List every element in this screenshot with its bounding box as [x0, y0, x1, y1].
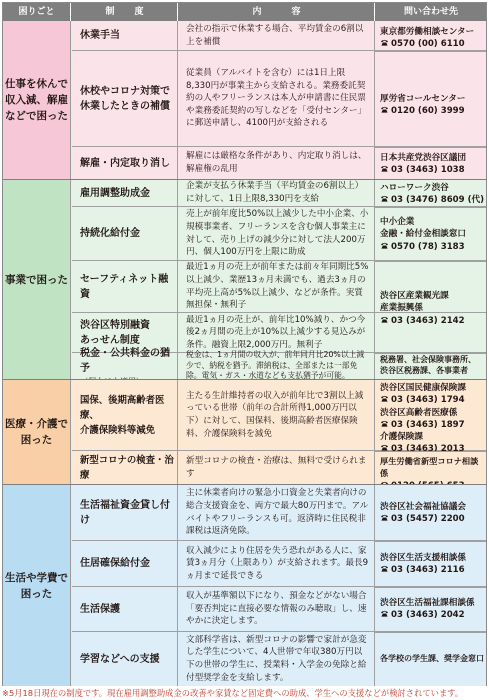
- category-label: 事業で困った: [5, 273, 68, 286]
- system-description: 新型コロナの検査・治療は、無料で受けられます: [179, 451, 375, 484]
- system-name: 渋谷区特別融資 あっせん制度: [72, 313, 178, 352]
- contact-entry: [376, 93, 486, 118]
- contact-entry: [376, 597, 486, 622]
- phone-icon: [380, 39, 389, 46]
- phone-icon: [380, 106, 389, 113]
- system-description: 会社の指示で休業する場合、平均賃金の6割以上を補償: [179, 21, 375, 50]
- system-name: 生活福祉資金貸し付け: [72, 485, 178, 540]
- contact-tel: 0120 (60) 3999: [380, 105, 486, 117]
- system-name: 休校やコロナ対策で 休業したときの補償: [72, 51, 178, 146]
- contact-org: 渋谷区高齢者医療係: [380, 408, 458, 418]
- phone-icon: [380, 420, 389, 427]
- system-name: 学習などへの支援: [72, 632, 178, 686]
- contact-tel: 03 (3463) 1794: [380, 394, 486, 406]
- system-description: 収入減少により住居を失う恐れがある人に、家賃3ヵ月分（上限あり）が支給されます。最長9ヵ月まで延長できる: [179, 541, 375, 586]
- system-description: 企業が支払う休業手当（平均賃金の6割以上）に対して、1日上限8,330円を支給: [179, 180, 375, 206]
- contact-org: ハローワーク渋谷: [380, 183, 449, 193]
- system-description: 売上が前年度比50%以上減少した中小企業、小規模事業者、フリーランスを含む個人事業主に対して、売り上げの減少分に対して法人200万円、個人100万円を上限に助成: [179, 207, 375, 260]
- phone-icon: [380, 165, 389, 172]
- category-cell: [3, 21, 71, 179]
- contact-org: 渋谷区産業観光課 産業振興係: [380, 291, 449, 314]
- system-name: 新型コロナの検査・治療: [72, 451, 178, 484]
- contact-tel: 03 (3463) 2142: [380, 315, 486, 327]
- divider: [375, 261, 486, 262]
- contact-org: 税務署、社会保険事務所、 渋谷区税務課、各事業者: [380, 355, 476, 376]
- phone-icon: [380, 242, 389, 249]
- system-name: 雇用調整助成金: [72, 180, 178, 206]
- phone-icon: [380, 610, 389, 617]
- contact-org: 各学校の学生課、奨学金窓口: [380, 654, 484, 663]
- contact-org: 東京都労働相談センター: [380, 27, 475, 37]
- contact-org: 日本共産党渋谷区議団: [380, 153, 466, 163]
- system-description: 文部科学省は、新型コロナの影響で家計が急変した学生について、4人世帯で年収380万円以下の世帯の学生に、授業料・入学金の免除と給付型奨学金を支給します。: [179, 632, 375, 686]
- table-header: [3, 3, 486, 21]
- contact-org: 厚生労働省新型コロナ相談係: [380, 456, 479, 479]
- contact-org: 渋谷区生活福祉課相談係: [380, 598, 475, 608]
- contact-entry: [376, 152, 486, 177]
- contact-entry: [376, 216, 486, 253]
- contact-tel: 03 (3463) 1897: [380, 419, 486, 431]
- contact-org: 渋谷区社会福祉協議会: [380, 502, 466, 512]
- contact-org: 厚労省コールセンター: [380, 94, 466, 104]
- system-name: 解雇・内定取り消し: [72, 147, 178, 179]
- category-cell: [3, 180, 71, 379]
- system-description: 収入が基準額以下になり、預金などがない場合「要否判定に直接必要な情報のみ聴取」し、速やかに決定します。: [179, 587, 375, 631]
- contact-entry: [376, 382, 486, 407]
- system-name: 税金・公共料金の猶予: [72, 353, 178, 379]
- contact-tel: 0570 (78) 3183: [380, 241, 486, 253]
- system-name: 住居確保給付金: [72, 541, 178, 586]
- group-job-loss: [3, 21, 486, 179]
- system-description: 最近1ヵ月の売上が前年または前々年同期比5%以上減少、業歴13ヵ月未満でも、過去3ヵ月の平均売上高が5%以上減少、などが条件。実質無担保・無利子: [179, 261, 375, 312]
- divider: [375, 147, 486, 148]
- system-name: セーフティネット融資: [72, 261, 178, 312]
- system-name: 休業手当: [72, 21, 178, 50]
- system-name: 国保、後期高齢者医療、 介護保険料等減免: [72, 380, 178, 450]
- category-label: 生活や学費で 困った: [5, 571, 68, 600]
- contact-entry: [376, 501, 486, 526]
- phone-icon: [380, 195, 389, 202]
- divider: [375, 207, 486, 208]
- system-name: 持続化給付金: [72, 207, 178, 260]
- system-name: 生活保護: [72, 587, 178, 631]
- contact-org: 渋谷区生活支援相談係: [380, 553, 466, 563]
- system-description: 解雇には厳格な条件があり、内定取り消しは、解雇権の乱用: [179, 147, 375, 179]
- contact-entry: [376, 290, 486, 327]
- contact-tel: 03 (3463) 2116: [380, 564, 486, 576]
- category-label: 医療・介護で 困った: [5, 418, 68, 446]
- footnote: ※5月18日現在の制度です。現在雇用調整助成金の改善や家賃など固定費への助成、学生への支援などが検討されています。: [2, 688, 464, 698]
- contact-tel: 03 (3463) 1038: [380, 164, 486, 176]
- category-label: 仕事を休んで 収入減、解雇 などで困った: [5, 78, 68, 122]
- contact-tel: 03 (5457) 2200: [380, 513, 486, 525]
- contact-entry: [376, 407, 486, 432]
- contact-entry: [376, 431, 486, 456]
- phone-icon: [380, 565, 389, 572]
- group-medical: [3, 380, 486, 484]
- system-description: 主に休業者向けの緊急小口資金と失業者向けの総合支援資金を、両方で最大80万円まで。アルバイトやフリーランスも可。返済時に住民税非課税は返済免除。: [179, 485, 375, 540]
- contact-org: 渋谷区国民健康保険課: [380, 383, 466, 393]
- contact-entry: [376, 354, 486, 377]
- system-description: 主たる生計維持者の収入が前年比で3割以上減っている世帯（前年の合計所得1,000万円以下）に対して、国保料、後期高齢者医療保険料、介護保険料を減免: [179, 380, 375, 450]
- header-description: 内容: [179, 3, 375, 21]
- phone-icon: [380, 316, 389, 323]
- phone-icon: [380, 395, 389, 402]
- divider: [375, 541, 486, 542]
- contact-entry: [376, 26, 486, 51]
- header-contact: 問い合わせ先: [403, 7, 458, 17]
- system-description: 税金は、1ヵ月間の収入が、前年同月比20%以上減少で、納税を猶予。滞納税は、全部または一部免除。電気・ガス・水道なども支払猶予が可能。: [179, 353, 375, 379]
- contact-entry: [376, 653, 486, 665]
- system-description: 従業員（アルバイトを含む）には1日上限8,330円が事業主から支給される。業務委託契約の人やフリーランスは本人が申請書に住民票や業務委託契約の写しなどを「受付センター」に郵送申請し、4100円が支給される: [179, 51, 375, 146]
- divider: [375, 51, 486, 52]
- category-cell: [3, 380, 71, 484]
- divider: [375, 632, 486, 633]
- support-table: [2, 2, 487, 686]
- group-business: [3, 180, 486, 379]
- group-living: [3, 485, 486, 686]
- contact-tel: 0570 (00) 6110: [380, 38, 486, 50]
- contact-tel: 03 (3476) 8609 (代): [380, 194, 486, 206]
- contact-entry: [376, 552, 486, 577]
- category-cell: [3, 485, 71, 686]
- divider: [375, 587, 486, 588]
- header-category: 困りごと: [3, 3, 71, 21]
- system-description: 最近1ヵ月の売上が、前年比10%減り、かつ今後2ヵ月間の売上が10%以上減少する見込みが条件。融資上限2,000万円。無利子: [179, 313, 375, 352]
- header-system: 制度: [72, 3, 178, 21]
- contact-entry: [376, 182, 486, 207]
- contact-org: 介護保険課: [380, 432, 423, 442]
- contact-org: 中小企業 金融・給付金相談窓口: [380, 217, 466, 240]
- divider: [375, 451, 486, 452]
- contact-tel: 03 (3463) 2042: [380, 609, 486, 621]
- contact-tel: 03 (3463) 2013: [380, 443, 486, 455]
- phone-icon: [380, 514, 389, 521]
